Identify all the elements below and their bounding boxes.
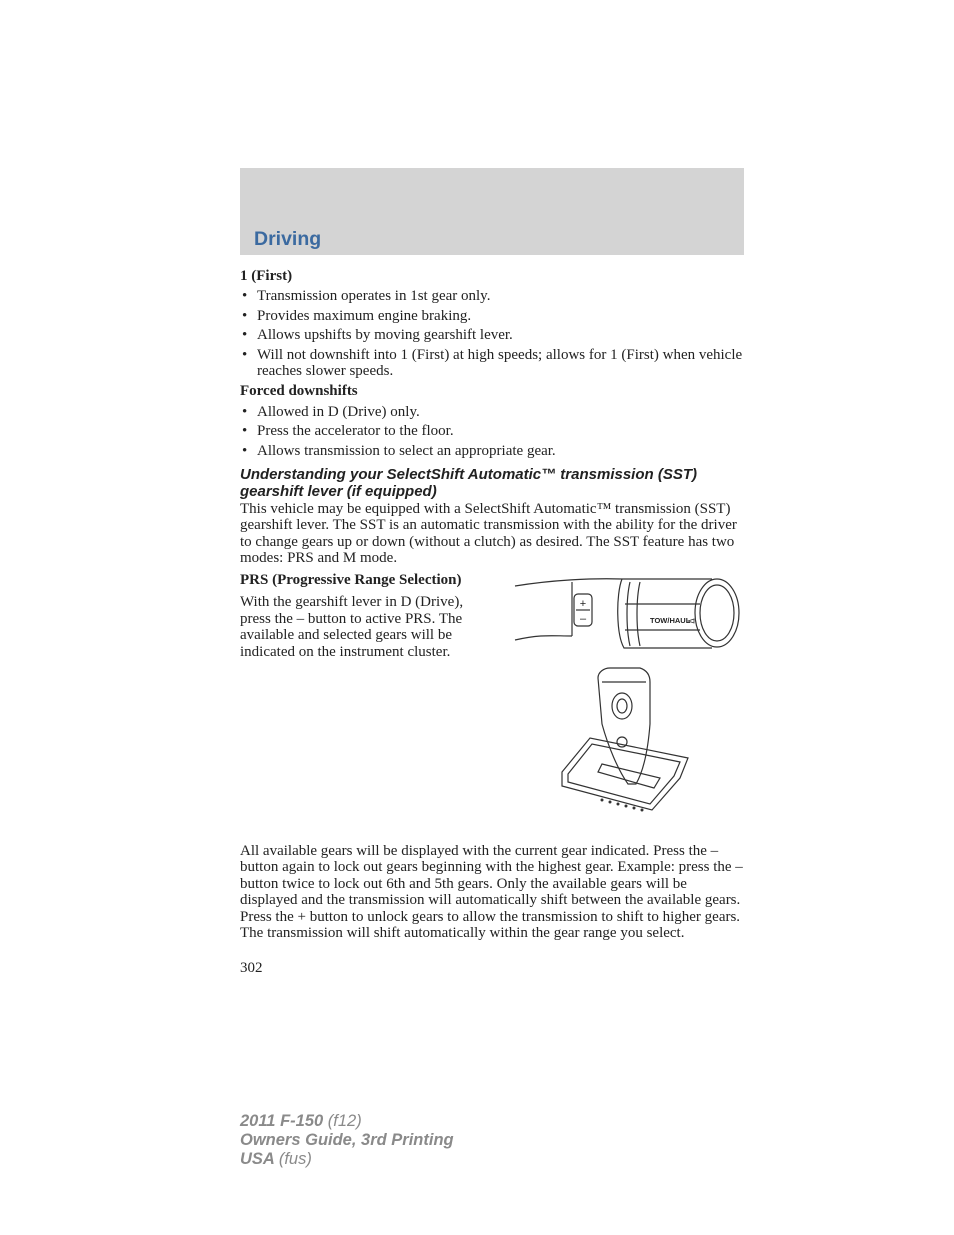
list-item: • Allowed in D (Drive) only. <box>240 404 744 420</box>
list-item: • Provides maximum engine braking. <box>240 308 744 324</box>
footer-model-code: (f12) <box>327 1112 362 1130</box>
sst-heading: Understanding your SelectShift Automatic™ transmission (SST) gearshift lever (if equipped) <box>240 466 698 501</box>
section-header <box>240 168 744 255</box>
first-gear-heading: 1 (First) <box>240 268 293 284</box>
column-lever-icon <box>515 579 739 648</box>
list-item: • Transmission operates in 1st gear only. <box>240 288 744 304</box>
list-item: • Allows transmission to select an appropriate gear. <box>240 443 744 459</box>
footer-line-1 <box>240 1112 454 1131</box>
footer-line-3 <box>240 1150 454 1169</box>
page-number: 302 <box>240 960 263 976</box>
gear-range-explanation <box>240 843 744 941</box>
floor-shifter-icon <box>562 668 688 810</box>
gearshift-illustration <box>512 574 744 836</box>
forced-downshifts-list <box>240 404 744 459</box>
footer-model: 2011 F-150 <box>240 1112 324 1130</box>
plus-button-label: + <box>579 598 587 610</box>
main-content <box>240 268 744 567</box>
list-item: • Press the accelerator to the floor. <box>240 423 744 439</box>
sst-body: This vehicle may be equipped with a SelectShift Automatic™ transmission (SST) gearshift lever. The SST is an automatic transmission with the ability for the driver to change gears up or down (without a clutch) as desired. The SST feature has two modes: PRS and M mode. <box>240 501 737 567</box>
list-item: • Will not downshift into 1 (First) at high speeds; allows for 1 (First) when vehicle reaches slower speeds. <box>240 347 744 380</box>
gearshift-drawing <box>512 574 744 836</box>
section-title: Driving <box>254 228 322 250</box>
tow-haul-label: TOW/HAUL <box>650 616 691 625</box>
prs-heading: PRS (Progressive Range Selection) <box>240 572 462 588</box>
footer-market-code: (fus) <box>278 1150 312 1168</box>
prs-section <box>240 572 495 660</box>
footer <box>240 1112 454 1169</box>
footer-line-2: Owners Guide, 3rd Printing <box>240 1131 454 1149</box>
minus-button-label: – <box>579 613 587 625</box>
first-gear-list <box>240 288 744 379</box>
prs-body: With the gearshift lever in D (Drive), press the – button to active PRS. The available and selected gears will be indicated on the instrument cluster. <box>240 594 464 660</box>
list-item: • Allows upshifts by moving gearshift lever. <box>240 327 744 343</box>
forced-downshifts-heading: Forced downshifts <box>240 383 358 400</box>
bottom-body: All available gears will be displayed with the current gear indicated. Press the – button again to lock out gears beginning with the highest gear. Example: press the – button twice to lock out 6th and 5th gears. Only the available gears will be displayed and the transmission will automatically shift between the available gears. Press the + button to unlock gears to allow the transmission to shift to higher gears. The transmission will shift automatically within the gear range you select. <box>240 843 743 942</box>
footer-market: USA <box>240 1150 275 1168</box>
